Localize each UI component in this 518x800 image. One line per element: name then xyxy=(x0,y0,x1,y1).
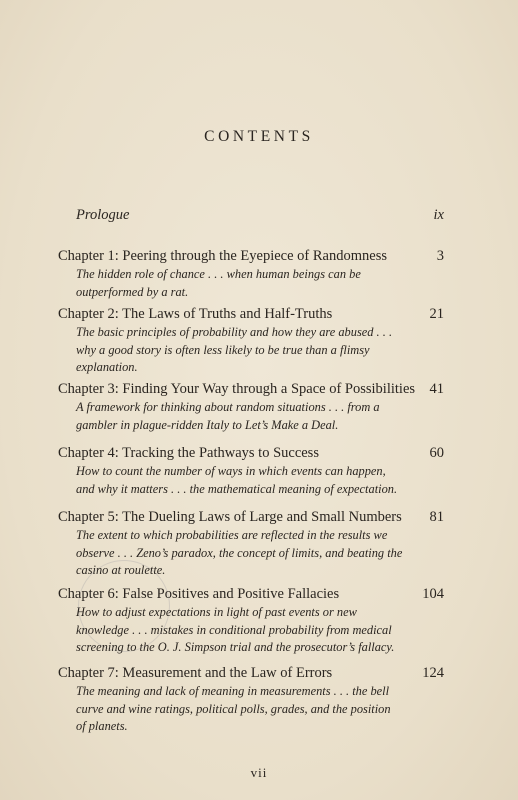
entry-page: 41 xyxy=(429,381,444,397)
description-line: The meaning and lack of meaning in measurements . . . the bell xyxy=(76,684,390,698)
entry-description xyxy=(76,683,444,736)
entry-title: Chapter 5: The Dueling Laws of Large and Small Numbers xyxy=(58,509,402,525)
entry-title: Prologue xyxy=(76,207,130,223)
entry-page: ix xyxy=(433,207,444,223)
entry-title: Chapter 6: False Positives and Positive Fallacies xyxy=(58,586,340,602)
description-line: screening to the O. J. Simpson trial and the prosecutor’s fallacy. xyxy=(76,640,395,654)
toc-entry-chapter-1 xyxy=(58,247,444,301)
description-line: gambler in plague-ridden Italy to Let’s Make a Deal. xyxy=(76,417,339,432)
entry-description xyxy=(76,399,444,434)
toc-entry-prologue xyxy=(58,206,444,225)
description-line: casino at roulette. xyxy=(76,563,166,577)
entry-title: Chapter 2: The Laws of Truths and Half-Truths xyxy=(58,306,333,322)
description-line: A framework for thinking about random situations . . . from a xyxy=(76,400,380,414)
entry-title: Chapter 7: Measurement and the Law of Errors xyxy=(58,665,333,681)
description-line: curve and wine ratings, political polls, grades, and the position xyxy=(76,701,391,716)
toc-entry-chapter-6 xyxy=(58,585,444,657)
description-line: The basic principles of probability and how they are abused . . . xyxy=(76,325,393,339)
entry-page: 81 xyxy=(429,509,444,525)
description-line: outperformed by a rat. xyxy=(76,284,189,299)
entry-description xyxy=(76,604,444,657)
description-line: How to adjust expectations in light of past events or new xyxy=(76,605,357,619)
entry-page: 60 xyxy=(429,445,444,461)
entry-title: Chapter 3: Finding Your Way through a Space of Possibilities xyxy=(58,381,416,397)
contents-heading: CONTENTS xyxy=(204,128,314,145)
entry-page: 104 xyxy=(422,586,444,602)
description-line: observe . . . Zeno’s paradox, the concept of limits, and beating the xyxy=(76,545,403,560)
toc-entry-chapter-3 xyxy=(58,380,444,434)
description-line: of planets. xyxy=(76,719,128,733)
page-number-footer: vii xyxy=(250,765,268,780)
entry-description xyxy=(76,324,444,377)
description-line: How to count the number of ways in which events can happen, xyxy=(76,464,386,478)
description-line: explanation. xyxy=(76,360,138,374)
toc-entry-chapter-7 xyxy=(58,664,444,736)
toc-entry-chapter-5 xyxy=(58,508,444,580)
description-line: why a good story is often less likely to be true than a flimsy xyxy=(76,342,370,357)
entry-description xyxy=(76,463,444,498)
description-line: The extent to which probabilities are reflected in the results we xyxy=(76,528,388,542)
entry-page: 21 xyxy=(429,306,444,322)
description-line: The hidden role of chance . . . when human beings can be xyxy=(76,267,361,281)
toc-entry-chapter-4 xyxy=(58,444,444,498)
entry-description xyxy=(76,266,444,301)
entry-title: Chapter 1: Peering through the Eyepiece of Randomness xyxy=(58,248,387,264)
entry-page: 3 xyxy=(436,248,444,264)
entry-title: Chapter 4: Tracking the Pathways to Success xyxy=(58,445,319,461)
toc-entry-chapter-2 xyxy=(58,305,444,377)
description-line: and why it matters . . . the mathematical meaning of expectation. xyxy=(76,481,398,496)
entry-description xyxy=(76,527,444,580)
description-line: knowledge . . . mistakes in conditional probability from medical xyxy=(76,622,392,637)
entry-page: 124 xyxy=(422,665,444,681)
